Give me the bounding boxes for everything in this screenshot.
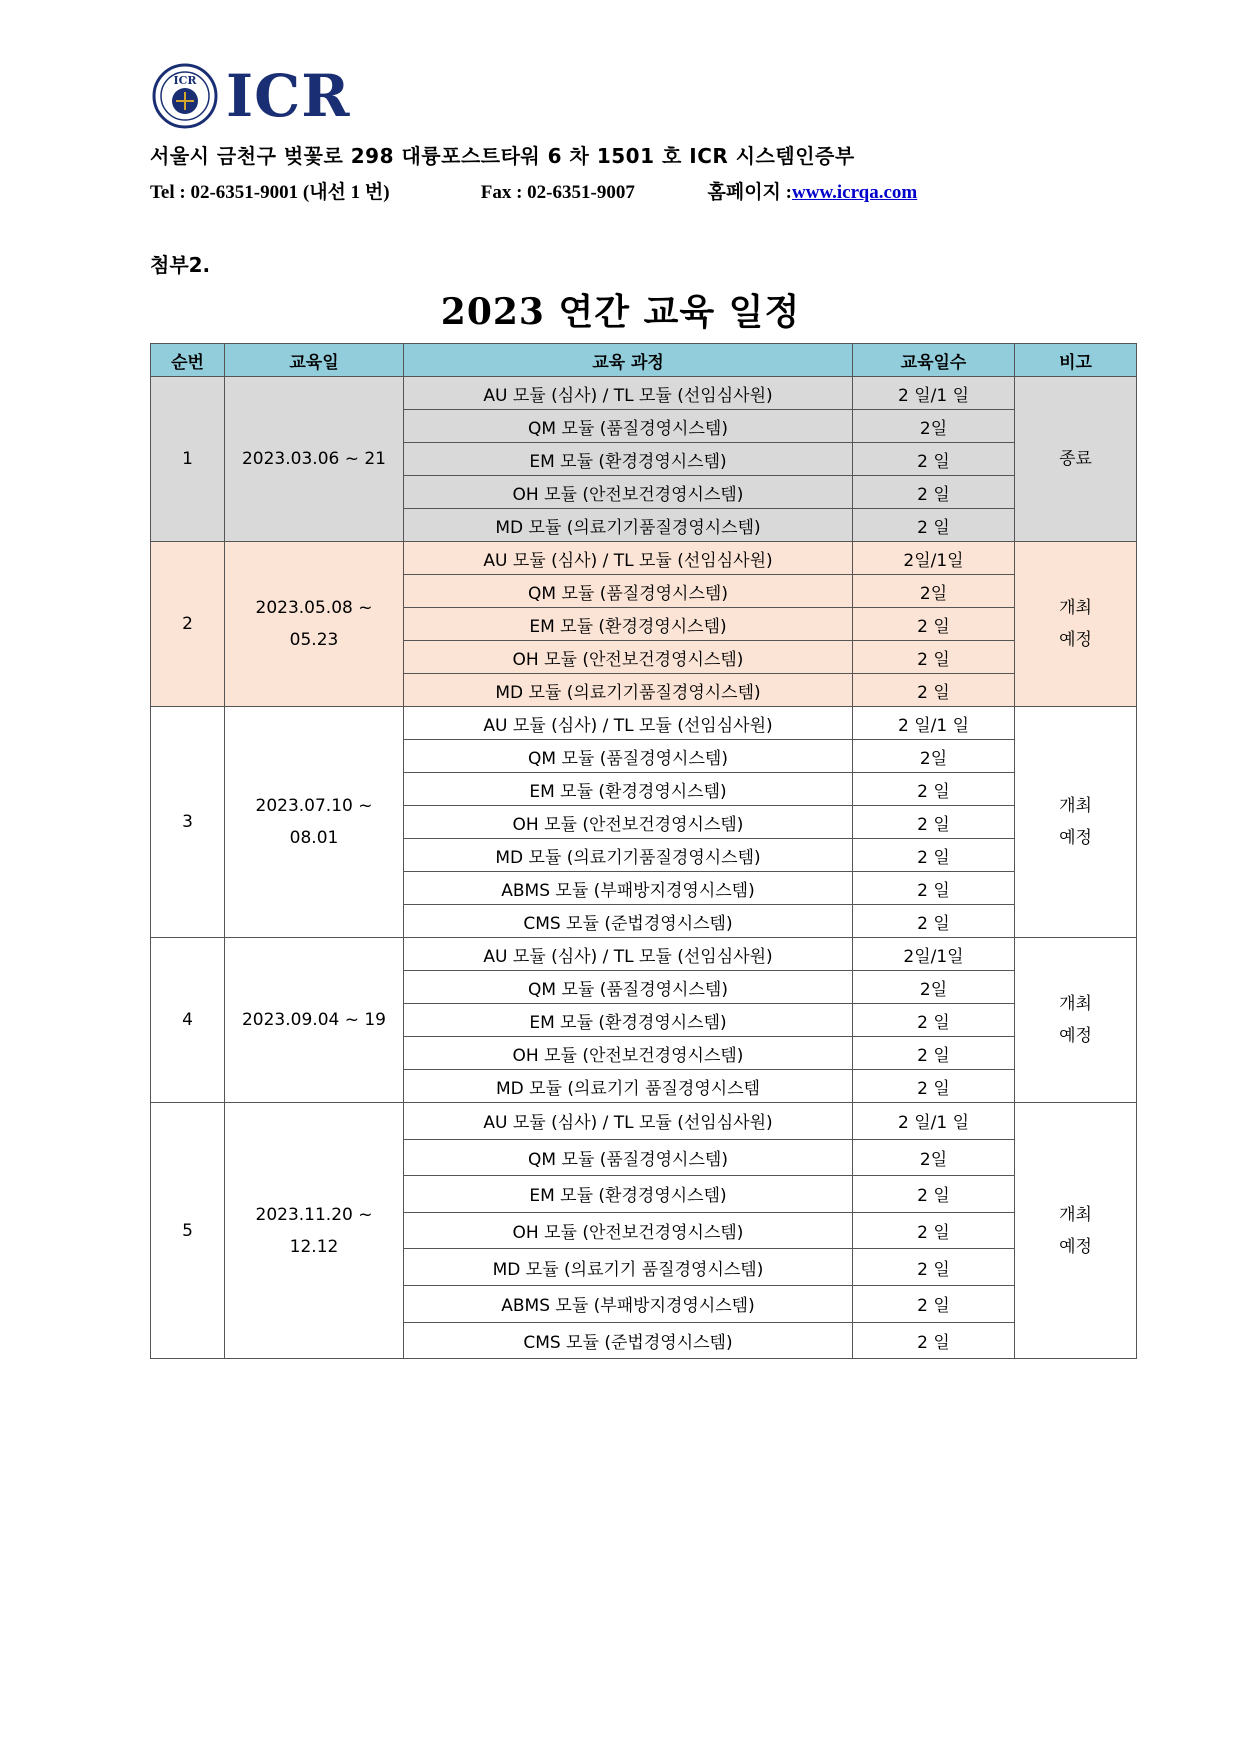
- course-days: 2 일: [853, 806, 1015, 839]
- course-days: 2 일: [853, 1285, 1015, 1322]
- course-name: CMS 모듈 (준법경영시스템): [404, 1322, 853, 1359]
- session-date: [225, 938, 404, 1103]
- course-days: 2 일: [853, 1004, 1015, 1037]
- course-days: 2일: [853, 740, 1015, 773]
- table-row: [151, 938, 1137, 971]
- session-status-line1: 종료: [1059, 449, 1092, 469]
- svg-text:ICR: ICR: [173, 74, 197, 87]
- session-date-line1: 2023.03.06 ~ 21: [241, 449, 387, 469]
- course-name: EM 모듈 (환경경영시스템): [404, 773, 853, 806]
- course-name: MD 모듈 (의료기기 품질경영시스템): [404, 1249, 853, 1286]
- session-date: [225, 377, 404, 542]
- course-days: 2일: [853, 410, 1015, 443]
- course-days: 2 일/1 일: [853, 707, 1015, 740]
- homepage-label: 홈페이지 :: [707, 182, 792, 203]
- session-status-line1: 개최: [1059, 1204, 1092, 1225]
- session-date: [225, 1103, 404, 1359]
- course-name: EM 모듈 (환경경영시스템): [404, 608, 853, 641]
- icr-seal-icon: [152, 63, 218, 129]
- table-row: [151, 1103, 1137, 1140]
- course-name: QM 모듈 (품질경영시스템): [404, 1139, 853, 1176]
- header-course: 교육 과정: [404, 344, 853, 377]
- session-date-line2: 08.01: [289, 828, 339, 848]
- company-logo: [152, 63, 351, 129]
- course-name: QM 모듈 (품질경영시스템): [404, 971, 853, 1004]
- course-name: OH 모듈 (안전보건경영시스템): [404, 1212, 853, 1249]
- table-header-row: [151, 344, 1137, 377]
- course-days: 2 일: [853, 443, 1015, 476]
- session-date: [225, 707, 404, 938]
- course-days: 2 일: [853, 1070, 1015, 1103]
- table-row: [151, 377, 1137, 410]
- course-days: 2 일: [853, 1037, 1015, 1070]
- course-days: 2 일: [853, 773, 1015, 806]
- course-name: MD 모듈 (의료기기품질경영시스템): [404, 674, 853, 707]
- session-number: 4: [151, 938, 225, 1103]
- schedule-table: [150, 343, 1137, 1359]
- course-name: AU 모듈 (심사) / TL 모듈 (선임심사원): [404, 1103, 853, 1140]
- header-no: 순번: [151, 344, 225, 377]
- session-date-line1: 2023.07.10 ~: [255, 796, 373, 816]
- tel-text: Tel : 02-6351-9001 (내선 1 번): [150, 182, 390, 203]
- course-days: 2 일: [853, 1176, 1015, 1213]
- course-days: 2 일: [853, 1249, 1015, 1286]
- session-status-line1: 개최: [1059, 994, 1092, 1014]
- course-days: 2 일: [853, 674, 1015, 707]
- session-status: [1015, 377, 1137, 542]
- course-name: AU 모듈 (심사) / TL 모듈 (선임심사원): [404, 377, 853, 410]
- session-date-line1: 2023.05.08 ~: [255, 598, 373, 618]
- course-days: 2 일: [853, 839, 1015, 872]
- header-note: 비고: [1015, 344, 1137, 377]
- course-name: CMS 모듈 (준법경영시스템): [404, 905, 853, 938]
- course-name: ABMS 모듈 (부패방지경영시스템): [404, 872, 853, 905]
- course-name: OH 모듈 (안전보건경영시스템): [404, 476, 853, 509]
- course-name: AU 모듈 (심사) / TL 모듈 (선임심사원): [404, 707, 853, 740]
- session-number: 1: [151, 377, 225, 542]
- course-name: ABMS 모듈 (부패방지경영시스템): [404, 1285, 853, 1322]
- course-days: 2일: [853, 575, 1015, 608]
- table-row: [151, 707, 1137, 740]
- course-name: MD 모듈 (의료기기품질경영시스템): [404, 509, 853, 542]
- course-name: EM 모듈 (환경경영시스템): [404, 1004, 853, 1037]
- session-date-line1: 2023.09.04 ~ 19: [241, 1010, 387, 1030]
- course-name: AU 모듈 (심사) / TL 모듈 (선임심사원): [404, 938, 853, 971]
- session-status-line2: 예정: [1059, 630, 1092, 650]
- course-days: 2 일: [853, 608, 1015, 641]
- session-status-line2: 예정: [1059, 1026, 1092, 1046]
- table-row: [151, 542, 1137, 575]
- session-status: [1015, 938, 1137, 1103]
- session-status-line1: 개최: [1059, 598, 1092, 618]
- course-name: QM 모듈 (품질경영시스템): [404, 410, 853, 443]
- session-status: [1015, 542, 1137, 707]
- session-number: 3: [151, 707, 225, 938]
- course-days: 2 일/1 일: [853, 377, 1015, 410]
- schedule-body: [151, 377, 1137, 1359]
- session-date-line2: 12.12: [289, 1236, 339, 1257]
- fax-text: Fax : 02-6351-9007: [480, 182, 635, 203]
- course-name: EM 모듈 (환경경영시스템): [404, 1176, 853, 1213]
- session-status-line2: 예정: [1059, 1236, 1092, 1257]
- course-days: 2 일: [853, 641, 1015, 674]
- course-days: 2일: [853, 1139, 1015, 1176]
- course-days: 2 일: [853, 872, 1015, 905]
- course-name: OH 모듈 (안전보건경영시스템): [404, 1037, 853, 1070]
- session-status-line2: 예정: [1059, 828, 1092, 848]
- course-name: EM 모듈 (환경경영시스템): [404, 443, 853, 476]
- course-days: 2 일/1 일: [853, 1103, 1015, 1140]
- course-name: QM 모듈 (품질경영시스템): [404, 740, 853, 773]
- logo-wordmark: ICR: [226, 62, 351, 130]
- course-days: 2 일: [853, 905, 1015, 938]
- session-status: [1015, 1103, 1137, 1359]
- attachment-label: 첨부2.: [150, 253, 211, 277]
- session-date-line1: 2023.11.20 ~: [255, 1204, 373, 1225]
- course-days: 2일: [853, 971, 1015, 1004]
- homepage-link[interactable]: www.icrqa.com: [792, 182, 918, 203]
- course-days: 2일/1일: [853, 938, 1015, 971]
- course-name: QM 모듈 (품질경영시스템): [404, 575, 853, 608]
- header-days: 교육일수: [853, 344, 1015, 377]
- course-days: 2 일: [853, 1322, 1015, 1359]
- session-status-line1: 개최: [1059, 796, 1092, 816]
- company-address: 서울시 금천구 벚꽃로 298 대륭포스트타워 6 차 1501 호 ICR 시스템인증부: [150, 144, 855, 168]
- course-days: 2 일: [853, 476, 1015, 509]
- course-name: OH 모듈 (안전보건경영시스템): [404, 806, 853, 839]
- session-number: 5: [151, 1103, 225, 1359]
- course-days: 2 일: [853, 509, 1015, 542]
- course-name: MD 모듈 (의료기기 품질경영시스템: [404, 1070, 853, 1103]
- session-status: [1015, 707, 1137, 938]
- session-date-line2: 05.23: [289, 630, 339, 650]
- contact-line: [150, 177, 917, 204]
- session-date: [225, 542, 404, 707]
- header-date: 교육일: [225, 344, 404, 377]
- course-name: OH 모듈 (안전보건경영시스템): [404, 641, 853, 674]
- page-title: 2023 연간 교육 일정: [440, 291, 801, 333]
- course-name: AU 모듈 (심사) / TL 모듈 (선임심사원): [404, 542, 853, 575]
- course-days: 2일/1일: [853, 542, 1015, 575]
- course-name: MD 모듈 (의료기기품질경영시스템): [404, 839, 853, 872]
- session-number: 2: [151, 542, 225, 707]
- course-days: 2 일: [853, 1212, 1015, 1249]
